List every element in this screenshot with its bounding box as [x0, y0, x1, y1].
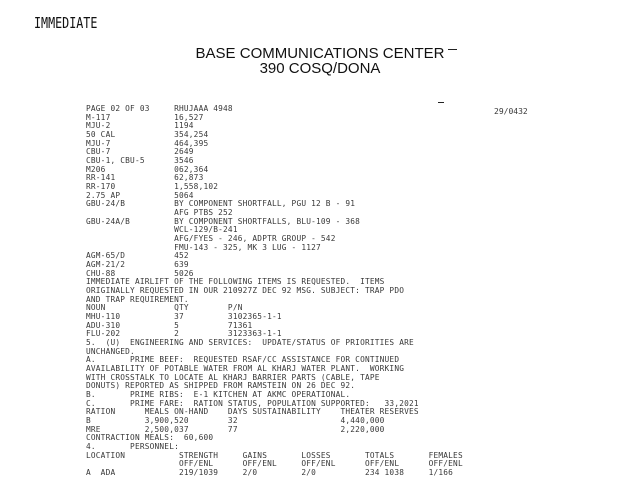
text-line: A. PRIME BEEF: REQUESTED RSAF/CC ASSISTANCE FOR CONTINUED — [86, 355, 400, 365]
text-line: B. PRIME RIBS: E-1 KITCHEN AT AKMC OPERATIONAL. — [86, 390, 351, 399]
text-line: AND TRAP REQUIREMENT. — [86, 294, 189, 304]
text-line: RR-141 62,873 — [86, 173, 204, 183]
precedence-stamp: IMMEDIATE — [34, 14, 98, 32]
text-line: 2.75 AP 5064 — [86, 190, 194, 200]
text-line: WITH CROSSTALK TO LOCATE AL KHARJ BARRIER PARTS (CABLE, TAPE — [86, 372, 380, 382]
text-line: MJU-7 464,395 — [86, 138, 209, 148]
text-line: AGM-21/2 639 — [86, 260, 189, 269]
text-line: RATION MEALS ON-HAND DAYS SUSTAINABILITY THEATER RESERVES — [86, 407, 419, 417]
text-line: AFG/FYES - 246, ADPTR GROUP - 542 — [86, 234, 336, 243]
text-line: LOCATION STRENGTH GAINS LOSSES TOTALS FEMALES — [86, 450, 463, 460]
text-line: FMU-143 - 325, MK 3 LUG - 1127 — [86, 242, 321, 252]
text-line: GBU-24A/B BY COMPONENT SHORTFALLS, BLU-109 - 368 — [86, 216, 361, 226]
text-line: 5. (U) ENGINEERING AND SERVICES: UPDATE/STATUS OF PRIORITIES ARE — [86, 338, 414, 347]
text-line: AVAILABILITY OF POTABLE WATER FROM AL KHARJ WATER PLANT. WORKING — [86, 364, 405, 373]
text-line: ADU-310 5 71361 — [86, 320, 253, 330]
text-line: RR-170 1,558,102 — [86, 182, 219, 191]
text-line: ORIGINALLY REQUESTED IN OUR 210927Z DEC 92 MSG. SUBJECT: TRAP PDO — [86, 286, 405, 295]
text-line: WCL-129/B-241 — [86, 225, 238, 235]
text-line: AGM-65/D 452 — [86, 251, 189, 261]
text-line: CHU-88 5026 — [86, 268, 194, 278]
text-line: C. PRIME FARE: RATION STATUS, POPULATION SUPPORTED: 33,2021 — [86, 398, 419, 408]
text-line: A ADA 219/1039 2/0 2/0 234 1038 1/166 — [86, 468, 454, 477]
text-line: 50 CAL 354,254 — [86, 130, 209, 139]
text-line: IMMEDIATE AIRLIFT OF THE FOLLOWING ITEMS IS REQUESTED. ITEMS — [86, 277, 385, 287]
text-line: M-117 16,527 — [86, 112, 204, 122]
text-line: FLU-202 2 3123363-1-1 — [86, 329, 282, 339]
text-line: M206 062,364 — [86, 164, 209, 174]
text-line: DONUTS) REPORTED AS SHIPPED FROM RAMSTEIN ON 26 DEC 92. — [86, 381, 356, 391]
text-line: 4. PERSONNEL: — [86, 442, 179, 451]
header-unit: 390 COSQ/DONA — [259, 60, 381, 77]
text-line: UNCHANGED. — [86, 346, 135, 356]
text-line: AFG PTBS 252 — [86, 208, 233, 217]
scan-mark — [448, 49, 457, 50]
text-line: MHU-110 37 3102365-1-1 — [86, 312, 282, 321]
text-line: B 3,900,520 32 4,440,000 — [86, 416, 385, 425]
scan-mark — [438, 102, 444, 103]
text-line: OFF/ENL OFF/ENL OFF/ENL OFF/ENL OFF/ENL — [86, 459, 463, 469]
text-line: MRE 2,500,037 77 2,220,000 — [86, 424, 385, 434]
header-title: BASE COMMUNICATIONS CENTER — [195, 45, 445, 62]
text-line: CBU-7 2649 — [86, 147, 194, 157]
text-line: NOUN QTY P/N — [86, 303, 243, 313]
text-line: MJU-2 1194 — [86, 121, 194, 131]
text-line: GBU-24/B BY COMPONENT SHORTFALL, PGU 12 B - 91 — [86, 199, 356, 209]
message-datetime: 29/0432 — [494, 107, 528, 116]
text-line: PAGE 02 OF 03 RHUJAAA 4948 — [86, 104, 233, 113]
text-line: CBU-1, CBU-5 3546 — [86, 156, 194, 165]
text-line: CONTRACTION MEALS: 60,600 — [86, 433, 214, 443]
